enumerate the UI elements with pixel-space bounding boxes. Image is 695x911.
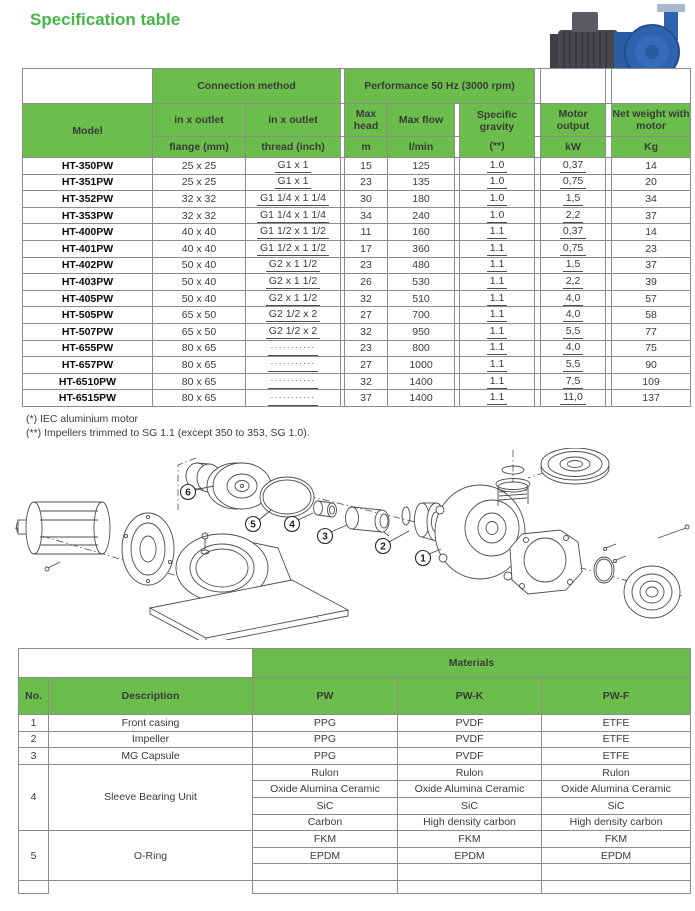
materials-cell-pw: FKM: [253, 831, 398, 848]
spec-cell-max-head: 26: [345, 274, 388, 291]
spec-cell-gravity: [460, 174, 535, 191]
materials-cell-no: 3: [19, 748, 49, 765]
spec-cell-max-head: 32: [345, 323, 388, 340]
spec-cell-max-flow: 530: [388, 274, 455, 291]
materials-cell-no: 5: [19, 831, 49, 881]
gravity-value: 1.0: [487, 193, 508, 206]
motor-output-value: 1,5: [563, 259, 584, 272]
materials-cell-pw: EPDM: [253, 847, 398, 864]
spec-cell-max-flow: 135: [388, 174, 455, 191]
spec-cell-gravity: [460, 323, 535, 340]
spec-cell-motor-output: [541, 158, 606, 175]
spec-row: [23, 274, 691, 291]
header-thread-unit: thread (inch): [246, 137, 341, 158]
part-label-4: [285, 517, 300, 532]
spec-table-body: [23, 158, 691, 407]
spec-cell-max-flow: 125: [388, 158, 455, 175]
materials-cell-pw-f: ETFE: [542, 731, 691, 748]
spec-cell-flange: 25 x 25: [153, 174, 246, 191]
motor-terminal-box: [572, 12, 598, 32]
spec-row: [23, 158, 691, 175]
spec-header-row-top: [23, 104, 691, 137]
gravity-value: 1.1: [487, 342, 508, 355]
gravity-value: 1.1: [487, 226, 508, 239]
spec-cell-thread: [246, 323, 341, 340]
footnote-impellers: (**) Impellers trimmed to SG 1.1 (except 350 to 353, SG 1.0).: [26, 427, 310, 439]
spec-cell-weight: 58: [612, 307, 691, 324]
part-label-3: [318, 529, 333, 544]
materials-cell-no: 1: [19, 715, 49, 732]
gravity-value: 1.0: [487, 176, 508, 189]
spec-cell-motor-output: [541, 224, 606, 241]
materials-row: [19, 748, 691, 765]
materials-title-row: [19, 649, 691, 678]
spec-cell-weight: 137: [612, 390, 691, 407]
motor-output-value: 0,37: [560, 160, 586, 173]
spec-cell-max-head: 23: [345, 174, 388, 191]
materials-cell-pw-f: Rulon: [542, 764, 691, 781]
spec-cell-max-head: 23: [345, 340, 388, 357]
materials-cell-pw-k: EPDM: [398, 847, 542, 864]
spec-cell-model: HT-655PW: [23, 340, 153, 357]
spec-row: [23, 191, 691, 208]
materials-cell-pw-k: [398, 880, 542, 893]
materials-cell-description: Front casing: [49, 715, 253, 732]
materials-row: [19, 880, 691, 893]
header-max-head: Max head: [345, 104, 388, 137]
spec-cell-motor-output: [541, 357, 606, 374]
spec-cell-thread: [246, 257, 341, 274]
materials-header-row: [19, 678, 691, 715]
spec-cell-weight: 20: [612, 174, 691, 191]
spec-cell-gravity: [460, 207, 535, 224]
spec-cell-weight: 90: [612, 357, 691, 374]
spec-cell-thread: [246, 224, 341, 241]
materials-row: [19, 764, 691, 781]
materials-cell-pw-k: SiC: [398, 797, 542, 814]
thread-value: G1 1/2 x 1 1/2: [257, 243, 329, 256]
header-weight-unit: Kg: [612, 137, 691, 158]
materials-cell-pw: [253, 864, 398, 881]
thread-value: ···········: [268, 344, 319, 356]
spec-cell-flange: 80 x 65: [153, 373, 246, 390]
materials-cell-pw-k: PVDF: [398, 748, 542, 765]
part-label-4-text: 4: [289, 519, 295, 531]
spec-cell-motor-output: [541, 274, 606, 291]
materials-header-pw-k: PW-K: [398, 678, 542, 715]
spec-cell-flange: 50 x 40: [153, 290, 246, 307]
header-net-weight: Net weight with motor: [612, 104, 691, 137]
spec-cell-max-head: 23: [345, 257, 388, 274]
spec-cell-model: HT-403PW: [23, 274, 153, 291]
spec-cell-gravity: [460, 158, 535, 175]
materials-cell-pw-f: ETFE: [542, 748, 691, 765]
spec-cell-flange: 32 x 32: [153, 191, 246, 208]
spec-cell-thread: [246, 174, 341, 191]
spec-cell-max-head: 15: [345, 158, 388, 175]
materials-cell-description: Sleeve Bearing Unit: [49, 764, 253, 830]
spec-cell-max-head: 27: [345, 307, 388, 324]
group-header-performance: [345, 69, 535, 104]
materials-row: [19, 715, 691, 732]
gravity-value: 1.0: [487, 210, 508, 223]
materials-cell-pw-k: [398, 864, 542, 881]
spec-cell-gravity: [460, 240, 535, 257]
spec-cell-motor-output: [541, 207, 606, 224]
header-head-unit: m: [345, 137, 388, 158]
spec-cell-thread: [246, 207, 341, 224]
spec-cell-max-flow: 700: [388, 307, 455, 324]
spec-group-header-row: [23, 69, 691, 104]
spec-cell-max-head: 32: [345, 373, 388, 390]
motor-output-value: 0,75: [560, 243, 586, 256]
spec-cell-max-flow: 480: [388, 257, 455, 274]
spec-cell-flange: 25 x 25: [153, 158, 246, 175]
thread-value: G2 x 1 1/2: [266, 259, 320, 272]
header-motor-output: Motor output: [541, 104, 606, 137]
spec-table: [22, 68, 691, 407]
spec-cell-thread: [246, 373, 341, 390]
gravity-value: 1.1: [487, 326, 508, 339]
spec-cell-weight: 14: [612, 158, 691, 175]
materials-cell-pw-f: High density carbon: [542, 814, 691, 831]
part-label-5-text: 5: [250, 519, 256, 531]
spec-cell-weight: 37: [612, 207, 691, 224]
spec-cell-gravity: [460, 340, 535, 357]
materials-table-body: [19, 715, 691, 894]
motor-output-value: 2,2: [563, 276, 584, 289]
spec-cell-max-head: 17: [345, 240, 388, 257]
spec-cell-max-head: 27: [345, 357, 388, 374]
page-title: Specification table: [30, 10, 181, 29]
spec-cell-max-head: 37: [345, 390, 388, 407]
gravity-value: 1.1: [487, 359, 508, 372]
spec-row: [23, 323, 691, 340]
exploded-diagram: [10, 448, 690, 640]
materials-cell-pw-f: [542, 880, 691, 893]
footnotes: [26, 412, 310, 440]
materials-cell-no: 4: [19, 764, 49, 830]
spec-row: [23, 257, 691, 274]
materials-cell-pw: PPG: [253, 748, 398, 765]
gravity-value: 1.1: [487, 243, 508, 256]
spec-cell-gravity: [460, 224, 535, 241]
spec-cell-model: HT-6515PW: [23, 390, 153, 407]
spec-cell-model: HT-400PW: [23, 224, 153, 241]
spec-cell-max-head: 34: [345, 207, 388, 224]
spec-cell-gravity: [460, 290, 535, 307]
spec-cell-weight: 14: [612, 224, 691, 241]
spec-cell-motor-output: [541, 390, 606, 407]
thread-value: G1 x 1: [275, 160, 312, 173]
spec-cell-gravity: [460, 373, 535, 390]
spec-cell-model: HT-657PW: [23, 357, 153, 374]
thread-value: G1 1/4 x 1 1/4: [257, 193, 329, 206]
part-label-6-text: 6: [185, 487, 191, 499]
materials-row: [19, 731, 691, 748]
spec-cell-gravity: [460, 257, 535, 274]
materials-cell-pw-k: High density carbon: [398, 814, 542, 831]
spec-cell-motor-output: [541, 323, 606, 340]
spec-cell-model: HT-405PW: [23, 290, 153, 307]
spec-cell-weight: 57: [612, 290, 691, 307]
motor-output-value: 5,5: [563, 326, 584, 339]
header-flange-top: in x outlet: [153, 104, 246, 137]
spec-row: [23, 290, 691, 307]
header-flow-unit: l/min: [388, 137, 455, 158]
spec-row: [23, 224, 691, 241]
spec-row: [23, 207, 691, 224]
materials-cell-pw-f: FKM: [542, 831, 691, 848]
spec-row: [23, 357, 691, 374]
spec-cell-flange: 40 x 40: [153, 224, 246, 241]
spec-cell-motor-output: [541, 174, 606, 191]
exploded-diagram-drawing: [10, 448, 690, 640]
spec-cell-max-flow: 360: [388, 240, 455, 257]
motor-output-value: 1,5: [563, 193, 584, 206]
spec-cell-thread: [246, 191, 341, 208]
spec-cell-max-flow: 240: [388, 207, 455, 224]
spec-cell-model: HT-505PW: [23, 307, 153, 324]
materials-cell-pw-f: SiC: [542, 797, 691, 814]
header-flange-unit: flange (mm): [153, 137, 246, 158]
spec-cell-max-flow: 1400: [388, 373, 455, 390]
spec-cell-max-head: 30: [345, 191, 388, 208]
thread-value: G1 1/4 x 1 1/4: [257, 210, 329, 223]
materials-cell-pw-k: PVDF: [398, 731, 542, 748]
materials-title: Materials: [253, 649, 691, 678]
materials-cell-pw: PPG: [253, 715, 398, 732]
gravity-value: 1.1: [487, 376, 508, 389]
materials-cell-no: 2: [19, 731, 49, 748]
spec-cell-motor-output: [541, 240, 606, 257]
thread-value: ···········: [268, 377, 319, 389]
spec-cell-max-head: 11: [345, 224, 388, 241]
part-label-3-text: 3: [322, 531, 328, 543]
gravity-value: 1.1: [487, 293, 508, 306]
materials-cell-pw-f: Oxide Alumina Ceramic: [542, 781, 691, 798]
header-specific-gravity-label: Specific gravity: [476, 109, 518, 133]
part-label-5: [246, 517, 261, 532]
motor-output-value: 11,0: [560, 392, 586, 405]
spec-cell-thread: [246, 307, 341, 324]
spec-cell-motor-output: [541, 257, 606, 274]
materials-cell-pw: [253, 880, 398, 893]
spec-cell-flange: 50 x 40: [153, 274, 246, 291]
spec-cell-flange: 40 x 40: [153, 240, 246, 257]
gravity-value: 1.1: [487, 259, 508, 272]
spec-cell-model: HT-6510PW: [23, 373, 153, 390]
spec-cell-gravity: [460, 307, 535, 324]
materials-cell-pw-f: ETFE: [542, 715, 691, 732]
footnote-motor: (*) IEC aluminium motor: [26, 413, 139, 425]
spec-cell-flange: 80 x 65: [153, 357, 246, 374]
materials-cell-pw: Oxide Alumina Ceramic: [253, 781, 398, 798]
motor-output-value: 0,75: [560, 176, 586, 189]
materials-header-pw: PW: [253, 678, 398, 715]
spec-cell-weight: 109: [612, 373, 691, 390]
thread-value: G1 x 1: [275, 176, 312, 189]
thread-value: G1 1/2 x 1 1/2: [257, 226, 329, 239]
motor-output-value: 4,0: [563, 293, 584, 306]
spec-cell-weight: 77: [612, 323, 691, 340]
spec-cell-motor-output: [541, 340, 606, 357]
materials-cell-pw: PPG: [253, 731, 398, 748]
spec-cell-flange: 65 x 50: [153, 323, 246, 340]
spec-cell-weight: 75: [612, 340, 691, 357]
thread-value: ···········: [268, 360, 319, 372]
spec-cell-thread: [246, 274, 341, 291]
gravity-value: 1.0: [487, 160, 508, 173]
spec-cell-thread: [246, 158, 341, 175]
materials-cell-pw: SiC: [253, 797, 398, 814]
motor-output-value: 0,37: [560, 226, 586, 239]
spec-cell-gravity: [460, 390, 535, 407]
spec-row: [23, 373, 691, 390]
spec-cell-max-flow: 1400: [388, 390, 455, 407]
spec-cell-model: HT-402PW: [23, 257, 153, 274]
materials-cell-pw-k: Oxide Alumina Ceramic: [398, 781, 542, 798]
spec-cell-model: HT-507PW: [23, 323, 153, 340]
materials-cell-description: Impeller: [49, 731, 253, 748]
materials-cell-description: [49, 880, 253, 893]
gravity-value: 1.1: [487, 309, 508, 322]
spec-cell-model: HT-401PW: [23, 240, 153, 257]
spec-cell-motor-output: [541, 373, 606, 390]
thread-value: G2 1/2 x 2: [266, 326, 320, 339]
spec-cell-thread: [246, 340, 341, 357]
spec-row: [23, 390, 691, 407]
header-max-flow: Max flow: [388, 104, 455, 137]
spec-cell-model: HT-352PW: [23, 191, 153, 208]
spec-row: [23, 340, 691, 357]
spec-cell-model: HT-353PW: [23, 207, 153, 224]
spec-cell-model: HT-351PW: [23, 174, 153, 191]
spec-cell-flange: 80 x 65: [153, 390, 246, 407]
spec-cell-weight: 39: [612, 274, 691, 291]
spec-cell-thread: [246, 240, 341, 257]
group-header-connection: Connection method: [153, 69, 341, 104]
spec-cell-max-flow: 950: [388, 323, 455, 340]
part-label-2: [376, 539, 391, 554]
spec-cell-thread: [246, 357, 341, 374]
spec-cell-gravity: [460, 191, 535, 208]
motor-output-value: 4,0: [563, 309, 584, 322]
spec-cell-flange: 65 x 50: [153, 307, 246, 324]
header-specific-gravity-note: (**): [489, 140, 505, 152]
spec-cell-weight: 23: [612, 240, 691, 257]
spec-cell-flange: 50 x 40: [153, 257, 246, 274]
thread-value: G2 1/2 x 2: [266, 309, 320, 322]
spec-cell-thread: [246, 390, 341, 407]
materials-cell-pw-k: PVDF: [398, 715, 542, 732]
gravity-value: 1.1: [487, 276, 508, 289]
spec-row: [23, 174, 691, 191]
materials-header-no: No.: [19, 678, 49, 715]
header-thread-top: in x outlet: [246, 104, 341, 137]
part-label-1: [416, 551, 431, 566]
thread-value: G2 x 1 1/2: [266, 276, 320, 289]
materials-cell-pw-k: FKM: [398, 831, 542, 848]
spec-cell-max-flow: 160: [388, 224, 455, 241]
materials-cell-pw-k: Rulon: [398, 764, 542, 781]
spec-cell-weight: 37: [612, 257, 691, 274]
motor-output-value: 4,0: [563, 342, 584, 355]
spec-cell-max-flow: 800: [388, 340, 455, 357]
materials-row: [19, 831, 691, 848]
spec-cell-thread: [246, 290, 341, 307]
spec-cell-flange: 32 x 32: [153, 207, 246, 224]
spec-cell-weight: 34: [612, 191, 691, 208]
thread-value: ···········: [268, 394, 319, 406]
materials-cell-pw-f: [542, 864, 691, 881]
materials-cell-pw: Carbon: [253, 814, 398, 831]
group-header-performance-label: Performance 50 Hz (3000 rpm): [364, 80, 515, 92]
spec-row: [23, 307, 691, 324]
part-label-2-text: 2: [380, 541, 386, 553]
materials-cell-pw: Rulon: [253, 764, 398, 781]
materials-cell-description: MG Capsule: [49, 748, 253, 765]
spec-cell-motor-output: [541, 307, 606, 324]
materials-header-pw-f: PW-F: [542, 678, 691, 715]
spec-cell-max-flow: 1000: [388, 357, 455, 374]
materials-table: [18, 648, 691, 894]
part-label-1-text: 1: [420, 553, 426, 565]
gravity-value: 1.1: [487, 392, 508, 405]
spec-cell-motor-output: [541, 290, 606, 307]
spec-cell-gravity: [460, 274, 535, 291]
thread-value: G2 x 1 1/2: [266, 293, 320, 306]
motor-output-value: 7,5: [563, 376, 584, 389]
spec-cell-max-flow: 510: [388, 290, 455, 307]
header-model: Model: [23, 104, 153, 158]
motor-output-value: 2,2: [563, 210, 584, 223]
header-motor-unit: kW: [541, 137, 606, 158]
materials-cell-pw-f: EPDM: [542, 847, 691, 864]
spec-cell-max-head: 32: [345, 290, 388, 307]
spec-row: [23, 240, 691, 257]
materials-header-description: Description: [49, 678, 253, 715]
spec-cell-motor-output: [541, 191, 606, 208]
part-label-6: [181, 485, 196, 500]
materials-cell-description: O-Ring: [49, 831, 253, 881]
spec-cell-gravity: [460, 357, 535, 374]
spec-cell-flange: 80 x 65: [153, 340, 246, 357]
materials-cell-no: [19, 880, 49, 893]
header-specific-gravity: [460, 104, 535, 158]
spec-cell-model: HT-350PW: [23, 158, 153, 175]
motor-output-value: 5,5: [563, 359, 584, 372]
spec-cell-max-flow: 180: [388, 191, 455, 208]
